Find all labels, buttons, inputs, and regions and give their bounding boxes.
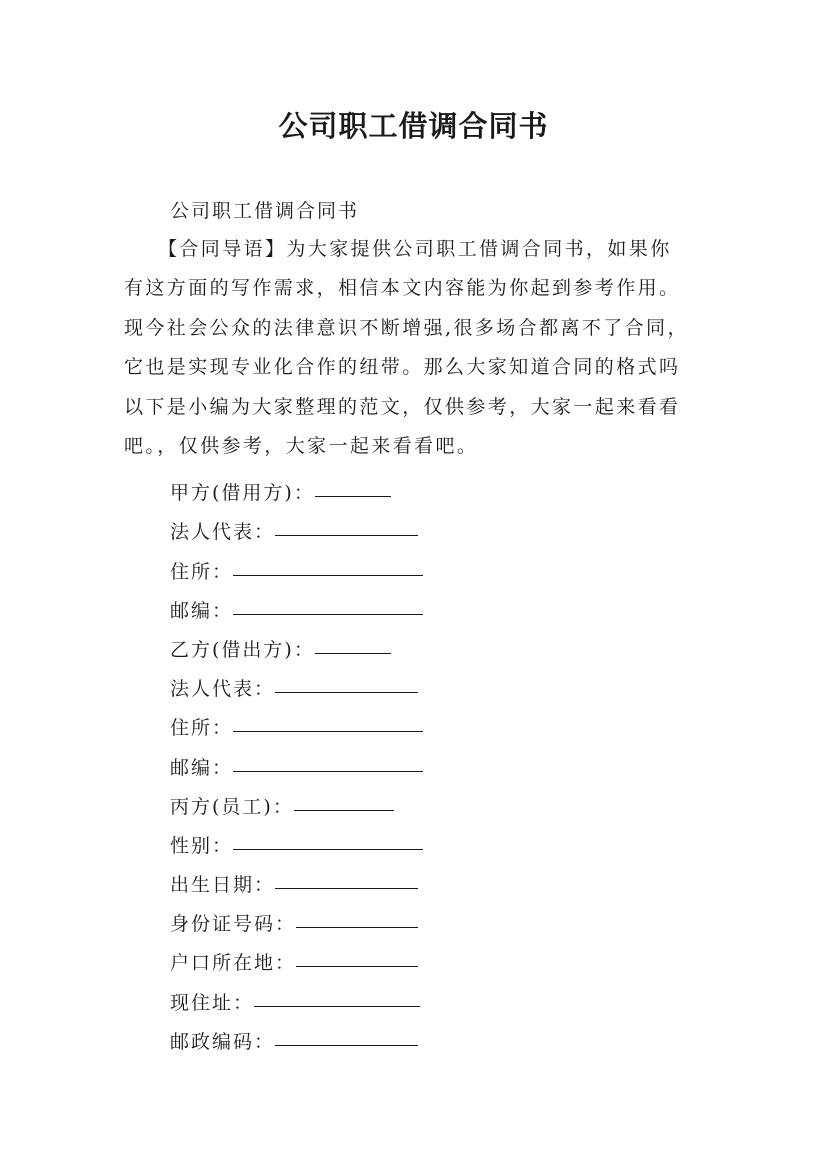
fill-blank <box>275 534 418 536</box>
field-label: 邮政编码： <box>170 1030 276 1053</box>
field-party-a-address <box>170 544 423 583</box>
field-label: 甲方(借用方)： <box>170 482 315 505</box>
field-label: 邮编： <box>170 756 234 779</box>
intro-line: 现今社会公众的法律意识不断增强,很多场合都离不了合同， <box>124 316 689 339</box>
intro-line: 有这方面的写作需求，相信本文内容能为你起到参考作用。 <box>124 277 681 300</box>
field-party-b <box>170 623 423 662</box>
fill-blank <box>275 691 418 693</box>
intro-paragraph <box>124 230 724 466</box>
field-label: 邮编： <box>170 599 234 622</box>
field-current-address <box>170 975 423 1014</box>
fill-blank <box>296 926 418 928</box>
field-label: 住所： <box>170 717 234 740</box>
fill-blank <box>315 652 391 654</box>
field-label: 身份证号码： <box>170 913 297 936</box>
field-label: 法人代表： <box>170 678 276 701</box>
intro-line: 以下是小编为大家整理的范文，仅供参考，大家一起来看看 <box>124 395 681 418</box>
field-label: 丙方(员工)： <box>170 795 294 818</box>
intro-line: 它也是实现专业化合作的纽带。那么大家知道合同的格式吗 <box>124 356 681 379</box>
intro-line: 【合同导语】为大家提供公司职工借调合同书，如果你 <box>158 238 672 260</box>
fill-blank <box>315 495 391 497</box>
field-party-a <box>170 466 423 505</box>
field-party-a-postcode <box>170 584 423 623</box>
fill-blank <box>233 574 423 576</box>
fill-blank <box>233 848 423 850</box>
field-party-b-address <box>170 701 423 740</box>
fill-blank <box>233 770 423 772</box>
field-label: 现住址： <box>170 991 255 1014</box>
document-subtitle: 公司职工借调合同书 <box>170 200 360 222</box>
field-party-b-postcode <box>170 740 423 779</box>
fill-blank <box>294 809 394 811</box>
field-label: 法人代表： <box>170 521 276 544</box>
fill-blank <box>233 730 423 732</box>
field-label: 性别： <box>170 834 234 857</box>
field-gender <box>170 819 423 858</box>
field-label: 出生日期： <box>170 874 276 897</box>
fill-blank <box>296 965 418 967</box>
intro-line: 吧。，仅供参考，大家一起来看看吧。 <box>124 435 479 458</box>
fill-blank <box>275 887 418 889</box>
field-postal-code <box>170 1015 423 1054</box>
field-party-a-representative <box>170 505 423 544</box>
field-label: 乙方(借出方)： <box>170 638 315 661</box>
contract-fields <box>170 466 423 1054</box>
field-party-b-representative <box>170 662 423 701</box>
fill-blank <box>254 1005 420 1007</box>
field-household-registration <box>170 936 423 975</box>
field-label: 户口所在地： <box>170 952 297 975</box>
field-party-c <box>170 780 423 819</box>
document-title: 公司职工借调合同书 <box>278 109 549 143</box>
field-birth-date <box>170 858 423 897</box>
field-id-number <box>170 897 423 936</box>
fill-blank <box>275 1044 418 1046</box>
field-label: 住所： <box>170 560 234 583</box>
fill-blank <box>233 613 423 615</box>
